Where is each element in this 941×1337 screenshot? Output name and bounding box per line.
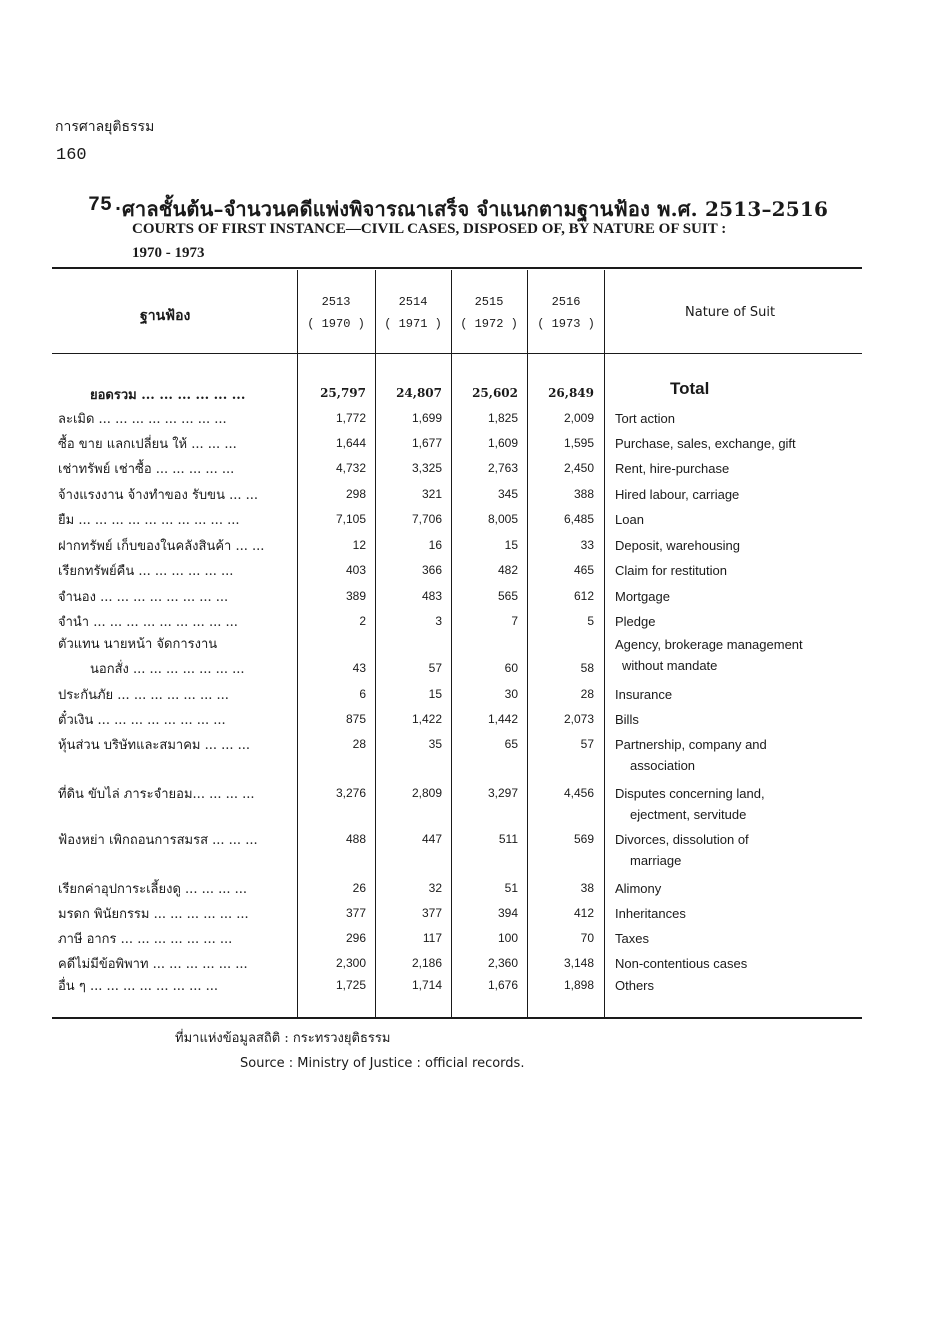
row-label-thai: ยอดรวม ... ... ... ... ... ... xyxy=(90,388,246,403)
value-cell: 612 xyxy=(573,589,594,603)
value-cell: 2,763 xyxy=(487,461,518,475)
value-cell: 16 xyxy=(428,538,442,552)
table-row xyxy=(0,829,941,868)
value-cell: 2,300 xyxy=(335,956,366,970)
value-cell: 25,797 xyxy=(320,386,366,400)
value-cell: 2,073 xyxy=(563,712,594,726)
value-cell: 8,005 xyxy=(487,512,518,526)
row-label-english: Hired labour, carriage xyxy=(615,487,740,502)
value-cell: 1,898 xyxy=(563,978,594,992)
value-cell: 1,422 xyxy=(411,712,442,726)
row-label-english: Divorces, dissolution of xyxy=(615,832,749,847)
value-cell: 1,714 xyxy=(411,978,442,992)
value-cell: 345 xyxy=(497,487,518,501)
value-cell: 28 xyxy=(352,737,366,751)
row-label-thai: อื่น ๆ ... ... ... ... ... ... ... ... xyxy=(58,979,219,994)
value-cell: 3,276 xyxy=(335,786,366,800)
value-cell: 569 xyxy=(573,832,594,846)
row-label-english: Alimony xyxy=(615,881,662,896)
row-label-english: Partnership, company and xyxy=(615,737,767,752)
page-header-category: การศาลยุติธรรม xyxy=(55,119,155,135)
row-label-english: Bills xyxy=(615,712,639,727)
value-cell: 2,360 xyxy=(487,956,518,970)
value-cell: 38 xyxy=(580,881,594,895)
row-label-english: Others xyxy=(615,978,655,993)
year-be: 2514 xyxy=(398,295,428,309)
row-label-thai: เรียกทรัพย์คืน ... ... ... ... ... ... xyxy=(58,564,234,579)
value-cell: 15 xyxy=(428,687,442,701)
row-label-english: Purchase, sales, exchange, gift xyxy=(615,436,796,451)
value-cell: 7 xyxy=(511,614,518,628)
value-cell: 1,609 xyxy=(487,436,518,450)
column-header-nature-th: ฐานฟ้อง xyxy=(140,308,191,324)
value-cell: 447 xyxy=(421,832,442,846)
year-ce: ( 1971 ) xyxy=(384,317,442,331)
value-cell: 100 xyxy=(497,931,518,945)
source-english: Source : Ministry of Justice : official records. xyxy=(240,1056,525,1071)
row-label-english: Inheritances xyxy=(615,906,686,921)
row-label-thai: ภาษี อากร ... ... ... ... ... ... ... xyxy=(58,932,233,947)
value-cell: 377 xyxy=(345,906,366,920)
year-ce: ( 1973 ) xyxy=(537,317,595,331)
table-row xyxy=(0,458,941,482)
value-cell: 4,732 xyxy=(335,461,366,475)
value-cell: 15 xyxy=(504,538,518,552)
table-row xyxy=(0,709,941,733)
value-cell: 57 xyxy=(580,737,594,751)
table-row xyxy=(0,509,941,533)
value-cell: 26,849 xyxy=(548,386,594,400)
value-cell: 403 xyxy=(345,563,366,577)
value-cell: 60 xyxy=(504,661,518,675)
table-row xyxy=(0,433,941,457)
table-top-rule xyxy=(52,267,862,269)
row-label-thai: จำนอง ... ... ... ... ... ... ... ... xyxy=(58,590,229,605)
table-row xyxy=(0,560,941,584)
year-header xyxy=(454,291,524,335)
value-cell: 389 xyxy=(345,589,366,603)
value-cell: 483 xyxy=(421,589,442,603)
value-cell: 2,809 xyxy=(411,786,442,800)
value-cell: 321 xyxy=(421,487,442,501)
value-cell: 28 xyxy=(580,687,594,701)
row-label-thai: ฟ้องหย่า เพิกถอนการสมรส ... ... ... xyxy=(58,833,258,848)
row-label-thai-continued: นอกสั่ง ... ... ... ... ... ... ... xyxy=(90,662,245,677)
row-label-english-continued: marriage xyxy=(630,853,682,868)
table-title-thai: ศาลชั้นต้น–จำนวนคดีแพ่งพิจารณาเสร็จ จำแนกตามฐานฟ้อง พ.ศ. 2513–2516 xyxy=(122,197,829,221)
value-cell: 1,442 xyxy=(487,712,518,726)
value-cell: 6 xyxy=(359,687,366,701)
value-cell: 412 xyxy=(573,906,594,920)
value-cell: 1,825 xyxy=(487,411,518,425)
value-cell: 3,297 xyxy=(487,786,518,800)
row-label-thai: ประกันภัย ... ... ... ... ... ... ... xyxy=(58,688,229,703)
row-label-thai: เรียกค่าอุปการะเลี้ยงดู ... ... ... ... xyxy=(58,882,248,897)
column-header-nature-en: Nature of Suit xyxy=(685,305,776,320)
table-row xyxy=(0,783,941,822)
row-label-thai: ฝากทรัพย์ เก็บของในคลังสินค้า ... ... xyxy=(58,539,265,554)
value-cell: 377 xyxy=(421,906,442,920)
table-title-english: COURTS OF FIRST INSTANCE—CIVIL CASES, DISPOSED OF, BY NATURE OF SUIT : xyxy=(132,221,727,237)
row-label-thai: ที่ดิน ขับไล่ ภาระจำยอม... ... ... ... xyxy=(58,787,255,802)
value-cell: 25,602 xyxy=(472,386,518,400)
year-header xyxy=(301,291,371,335)
page-number: 160 xyxy=(56,146,87,165)
table-row xyxy=(0,734,941,773)
table-row xyxy=(0,878,941,902)
value-cell: 1,699 xyxy=(411,411,442,425)
year-be: 2516 xyxy=(551,295,581,309)
row-label-thai: มรดก พินัยกรรม ... ... ... ... ... ... xyxy=(58,907,249,922)
value-cell: 3 xyxy=(435,614,442,628)
row-label-english: Total xyxy=(670,379,710,398)
value-cell: 35 xyxy=(428,737,442,751)
row-label-english: Agency, brokerage management xyxy=(615,637,803,652)
table-title-english-years: 1970 - 1973 xyxy=(132,245,205,261)
value-cell: 3,148 xyxy=(563,956,594,970)
year-ce: ( 1972 ) xyxy=(460,317,518,331)
value-cell: 1,595 xyxy=(563,436,594,450)
value-cell: 1,677 xyxy=(411,436,442,450)
value-cell: 5 xyxy=(587,614,594,628)
value-cell: 117 xyxy=(422,931,442,945)
table-row xyxy=(0,381,941,405)
value-cell: 1,725 xyxy=(335,978,366,992)
value-cell: 2,450 xyxy=(563,461,594,475)
value-cell: 65 xyxy=(504,737,518,751)
value-cell: 4,456 xyxy=(563,786,594,800)
value-cell: 6,485 xyxy=(563,512,594,526)
value-cell: 482 xyxy=(497,563,518,577)
table-row xyxy=(0,637,941,682)
value-cell: 26 xyxy=(352,881,366,895)
value-cell: 2,009 xyxy=(563,411,594,425)
row-label-english: Claim for restitution xyxy=(615,563,727,578)
row-label-thai: ละเมิด ... ... ... ... ... ... ... ... xyxy=(58,412,227,427)
value-cell: 488 xyxy=(345,832,366,846)
value-cell: 388 xyxy=(573,487,594,501)
value-cell: 30 xyxy=(504,687,518,701)
value-cell: 51 xyxy=(504,881,518,895)
value-cell: 565 xyxy=(497,589,518,603)
year-be: 2513 xyxy=(321,295,351,309)
table-row xyxy=(0,535,941,559)
value-cell: 875 xyxy=(345,712,366,726)
row-label-english-continued: without mandate xyxy=(622,658,718,673)
value-cell: 7,105 xyxy=(335,512,366,526)
source-thai: ที่มาแห่งข้อมูลสถิติ : กระทรวงยุติธรรม xyxy=(175,1031,391,1046)
year-header xyxy=(378,291,448,335)
row-label-english: Taxes xyxy=(615,931,649,946)
row-label-english: Loan xyxy=(615,512,644,527)
header-bottom-rule xyxy=(52,353,862,354)
row-label-thai: เช่าทรัพย์ เช่าซื้อ ... ... ... ... ... xyxy=(58,462,235,477)
row-label-thai: จ้างแรงงาน จ้างทำของ รับขน ... ... xyxy=(58,488,259,503)
table-row xyxy=(0,684,941,708)
row-label-english: Rent, hire-purchase xyxy=(615,461,730,476)
row-label-english: Insurance xyxy=(615,687,673,702)
row-label-english: Disputes concerning land, xyxy=(615,786,765,801)
row-label-thai: ซื้อ ขาย แลกเปลี่ยน ให้ ... ... ... xyxy=(58,437,237,452)
row-label-english-continued: ejectment, servitude xyxy=(630,807,747,822)
row-label-thai: คดีไม่มีข้อพิพาท ... ... ... ... ... ... xyxy=(58,957,248,972)
row-label-english: Non-contentious cases xyxy=(615,956,748,971)
value-cell: 296 xyxy=(345,931,366,945)
value-cell: 70 xyxy=(580,931,594,945)
row-label-thai: ตั๋วเงิน ... ... ... ... ... ... ... ... xyxy=(58,713,226,728)
row-label-thai: จำนำ ... ... ... ... ... ... ... ... ... xyxy=(58,615,238,630)
value-cell: 366 xyxy=(421,563,442,577)
table-row xyxy=(0,975,941,999)
row-label-english: Mortgage xyxy=(615,589,670,604)
row-label-english-continued: association xyxy=(630,758,696,773)
year-be: 2515 xyxy=(474,295,504,309)
table-row xyxy=(0,903,941,927)
row-label-english: Deposit, warehousing xyxy=(615,538,741,553)
table-row xyxy=(0,586,941,610)
value-cell: 2,186 xyxy=(411,956,442,970)
value-cell: 394 xyxy=(497,906,518,920)
table-bottom-rule xyxy=(52,1017,862,1019)
value-cell: 465 xyxy=(573,563,594,577)
row-label-thai: ตัวแทน นายหน้า จัดการงาน xyxy=(58,637,218,652)
value-cell: 3,325 xyxy=(411,461,442,475)
table-row xyxy=(0,484,941,508)
row-label-thai: ยืม ... ... ... ... ... ... ... ... ... ... xyxy=(58,513,240,528)
row-label-english: Tort action xyxy=(615,411,675,426)
value-cell: 7,706 xyxy=(411,512,442,526)
value-cell: 2 xyxy=(359,614,366,628)
value-cell: 12 xyxy=(352,538,366,552)
row-label-thai: หุ้นส่วน บริษัทและสมาคม ... ... ... xyxy=(58,738,251,753)
value-cell: 1,676 xyxy=(487,978,518,992)
year-ce: ( 1970 ) xyxy=(307,317,365,331)
value-cell: 58 xyxy=(580,661,594,675)
table-row xyxy=(0,953,941,977)
value-cell: 1,644 xyxy=(335,436,366,450)
table-row xyxy=(0,928,941,952)
value-cell: 24,807 xyxy=(396,386,442,400)
value-cell: 33 xyxy=(580,538,594,552)
table-row xyxy=(0,611,941,635)
value-cell: 1,772 xyxy=(335,411,366,425)
value-cell: 57 xyxy=(428,661,442,675)
value-cell: 32 xyxy=(428,881,442,895)
year-header xyxy=(531,291,601,335)
value-cell: 43 xyxy=(352,661,366,675)
table-row xyxy=(0,408,941,432)
table-number: 75. xyxy=(88,194,125,217)
value-cell: 511 xyxy=(498,832,518,846)
value-cell: 298 xyxy=(345,487,366,501)
row-label-english: Pledge xyxy=(615,614,656,629)
